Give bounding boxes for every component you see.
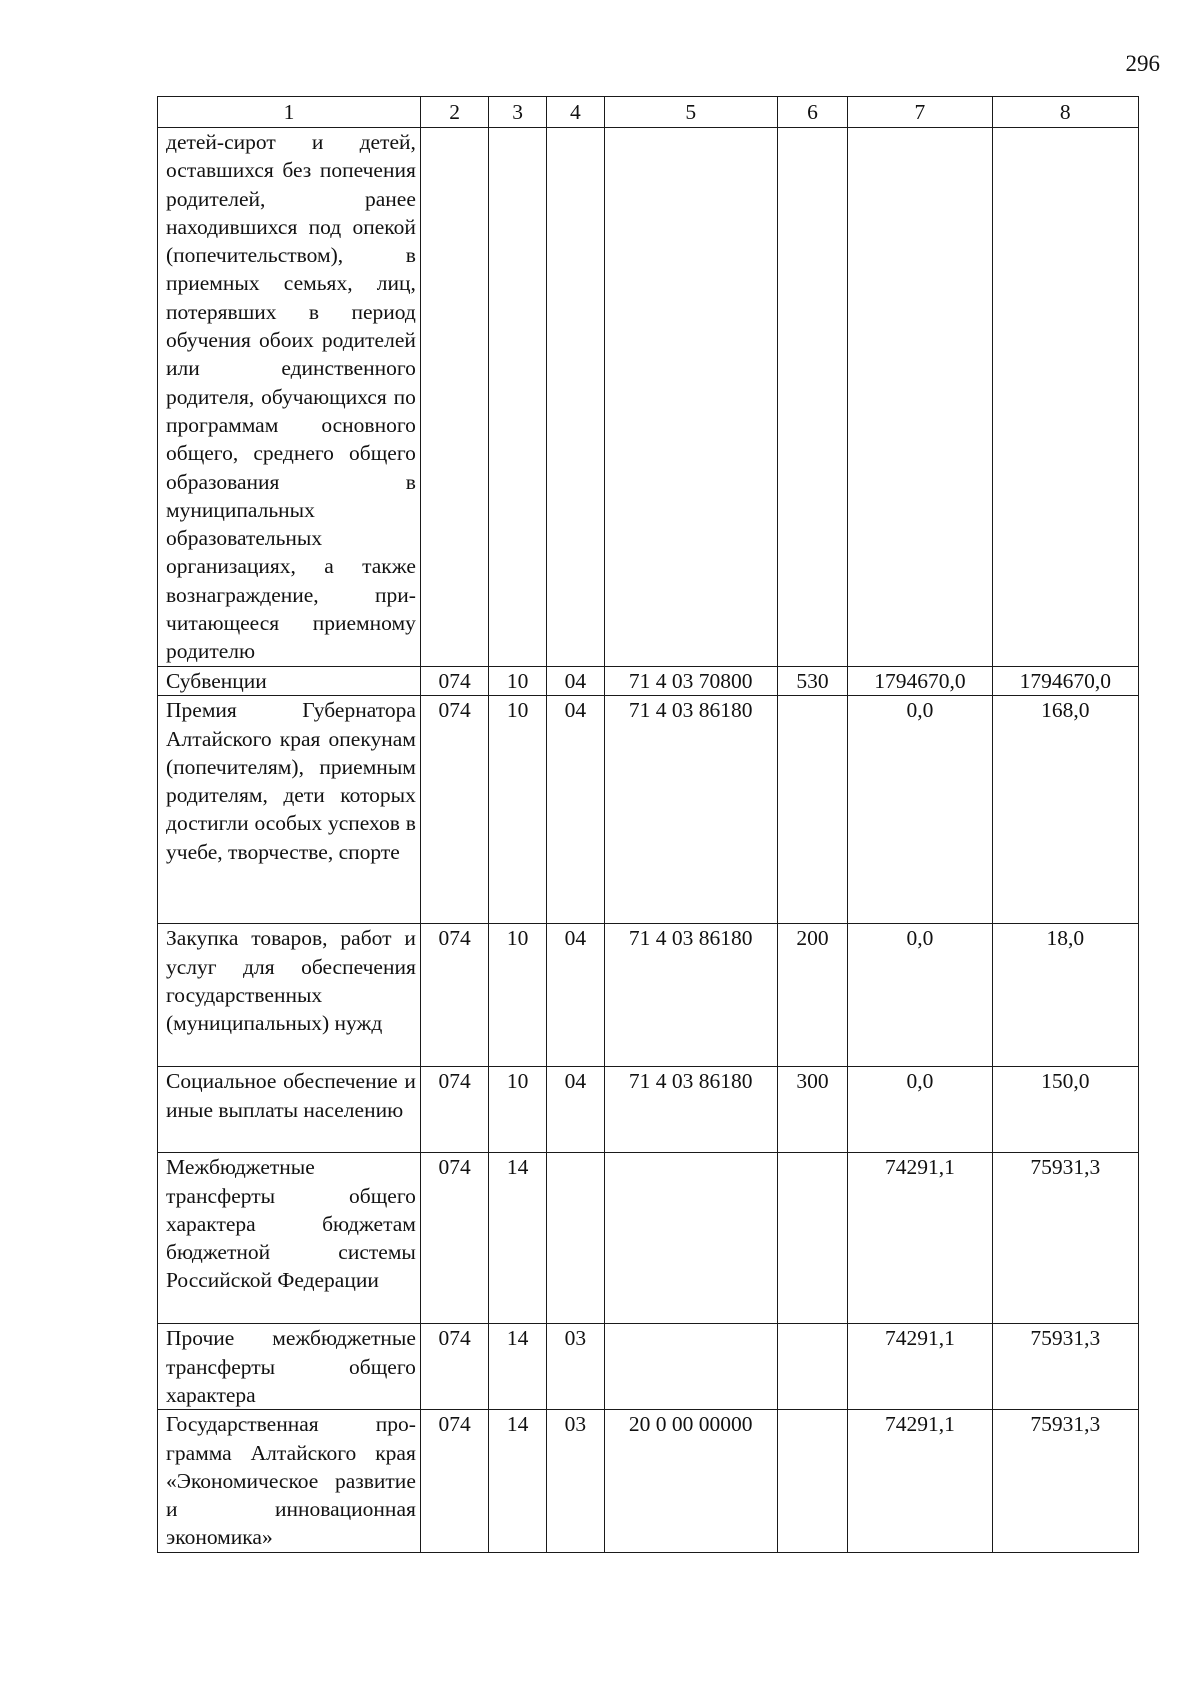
cell-col-4 <box>546 1153 604 1324</box>
cell-col-8: 18,0 <box>992 924 1138 1067</box>
cell-col-8: 168,0 <box>992 696 1138 924</box>
col-header-8: 8 <box>992 97 1138 128</box>
table-row <box>158 128 1139 667</box>
cell-col-4: 04 <box>546 667 604 696</box>
cell-col-8: 150,0 <box>992 1067 1138 1153</box>
cell-col-7: 74291,1 <box>848 1410 992 1553</box>
table-row <box>158 1153 1139 1324</box>
col-header-5: 5 <box>604 97 777 128</box>
cell-col-8: 1794670,0 <box>992 667 1138 696</box>
table-row <box>158 667 1139 696</box>
cell-col-3: 10 <box>489 1067 547 1153</box>
cell-col-4: 04 <box>546 924 604 1067</box>
cell-col-7: 74291,1 <box>848 1153 992 1324</box>
cell-col-4: 03 <box>546 1324 604 1410</box>
cell-col-6: 530 <box>777 667 848 696</box>
cell-col-2 <box>420 128 488 667</box>
cell-col-2: 074 <box>420 1153 488 1324</box>
cell-col-7: 0,0 <box>848 924 992 1067</box>
col-header-3: 3 <box>489 97 547 128</box>
cell-col-6 <box>777 1153 848 1324</box>
cell-col-6: 200 <box>777 924 848 1067</box>
row-name: Закупка товаров, работ и услуг для обеспечения государственных (муниципальных) нужд <box>158 924 421 1067</box>
table-row <box>158 924 1139 1067</box>
cell-col-5 <box>604 128 777 667</box>
cell-col-5: 71 4 03 86180 <box>604 696 777 924</box>
cell-col-7: 0,0 <box>848 1067 992 1153</box>
col-header-4: 4 <box>546 97 604 128</box>
cell-col-6: 300 <box>777 1067 848 1153</box>
cell-col-7: 0,0 <box>848 696 992 924</box>
cell-col-5: 71 4 03 86180 <box>604 1067 777 1153</box>
col-header-2: 2 <box>420 97 488 128</box>
cell-col-6 <box>777 1324 848 1410</box>
cell-col-3: 10 <box>489 667 547 696</box>
row-name: Прочие межбюджетные трансферты общего характера <box>158 1324 421 1410</box>
cell-col-3: 14 <box>489 1153 547 1324</box>
budget-table <box>157 96 1139 1553</box>
cell-col-4: 03 <box>546 1410 604 1553</box>
cell-col-5: 71 4 03 70800 <box>604 667 777 696</box>
cell-col-6 <box>777 696 848 924</box>
cell-col-5: 20 0 00 00000 <box>604 1410 777 1553</box>
cell-col-4 <box>546 128 604 667</box>
cell-col-2: 074 <box>420 924 488 1067</box>
row-name: детей-сирот и детей, оставшихся без попечения родителей, ранее находившихся под опекой (попечительством), в приемных семьях, лиц, потерявших в период обучения обоих родителей или единственного родителя, обучающихся по программам основного общего, среднего общего образования в муниципальных образовательных организациях, а также вознаграждение, причитающееся приемному родителю <box>158 128 421 667</box>
cell-col-3: 10 <box>489 696 547 924</box>
table-row <box>158 696 1139 924</box>
table-row <box>158 1410 1139 1553</box>
page-number: 296 <box>1125 51 1160 76</box>
cell-col-2: 074 <box>420 667 488 696</box>
cell-col-3 <box>489 128 547 667</box>
cell-col-4: 04 <box>546 696 604 924</box>
cell-col-8 <box>992 128 1138 667</box>
cell-col-5: 71 4 03 86180 <box>604 924 777 1067</box>
cell-col-7 <box>848 128 992 667</box>
cell-col-7: 1794670,0 <box>848 667 992 696</box>
col-header-7: 7 <box>848 97 992 128</box>
table-row <box>158 1324 1139 1410</box>
cell-col-2: 074 <box>420 1067 488 1153</box>
header-row <box>158 97 1139 128</box>
cell-col-2: 074 <box>420 1410 488 1553</box>
row-name: Субвенции <box>158 667 421 696</box>
cell-col-3: 14 <box>489 1324 547 1410</box>
col-header-1: 1 <box>158 97 421 128</box>
cell-col-8: 75931,3 <box>992 1153 1138 1324</box>
cell-col-3: 10 <box>489 924 547 1067</box>
col-header-6: 6 <box>777 97 848 128</box>
cell-col-7: 74291,1 <box>848 1324 992 1410</box>
cell-col-2: 074 <box>420 1324 488 1410</box>
cell-col-5 <box>604 1324 777 1410</box>
row-name: Межбюджетные трансферты общего характера бюджетам бюджетной системы Российской Федерации <box>158 1153 421 1324</box>
row-name: Премия Губернатора Алтайского края опекунам (попечителям), приемным родителям, дети которых достигли особых успехов в учебе, творчестве, спорте <box>158 696 421 924</box>
cell-col-8: 75931,3 <box>992 1324 1138 1410</box>
cell-col-6 <box>777 1410 848 1553</box>
cell-col-4: 04 <box>546 1067 604 1153</box>
cell-col-2: 074 <box>420 696 488 924</box>
cell-col-3: 14 <box>489 1410 547 1553</box>
row-name: Государственная программа Алтайского края «Экономическое развитие и инновационная экономика» <box>158 1410 421 1553</box>
cell-col-5 <box>604 1153 777 1324</box>
cell-col-6 <box>777 128 848 667</box>
cell-col-8: 75931,3 <box>992 1410 1138 1553</box>
table-row <box>158 1067 1139 1153</box>
row-name: Социальное обеспечение и иные выплаты населению <box>158 1067 421 1153</box>
